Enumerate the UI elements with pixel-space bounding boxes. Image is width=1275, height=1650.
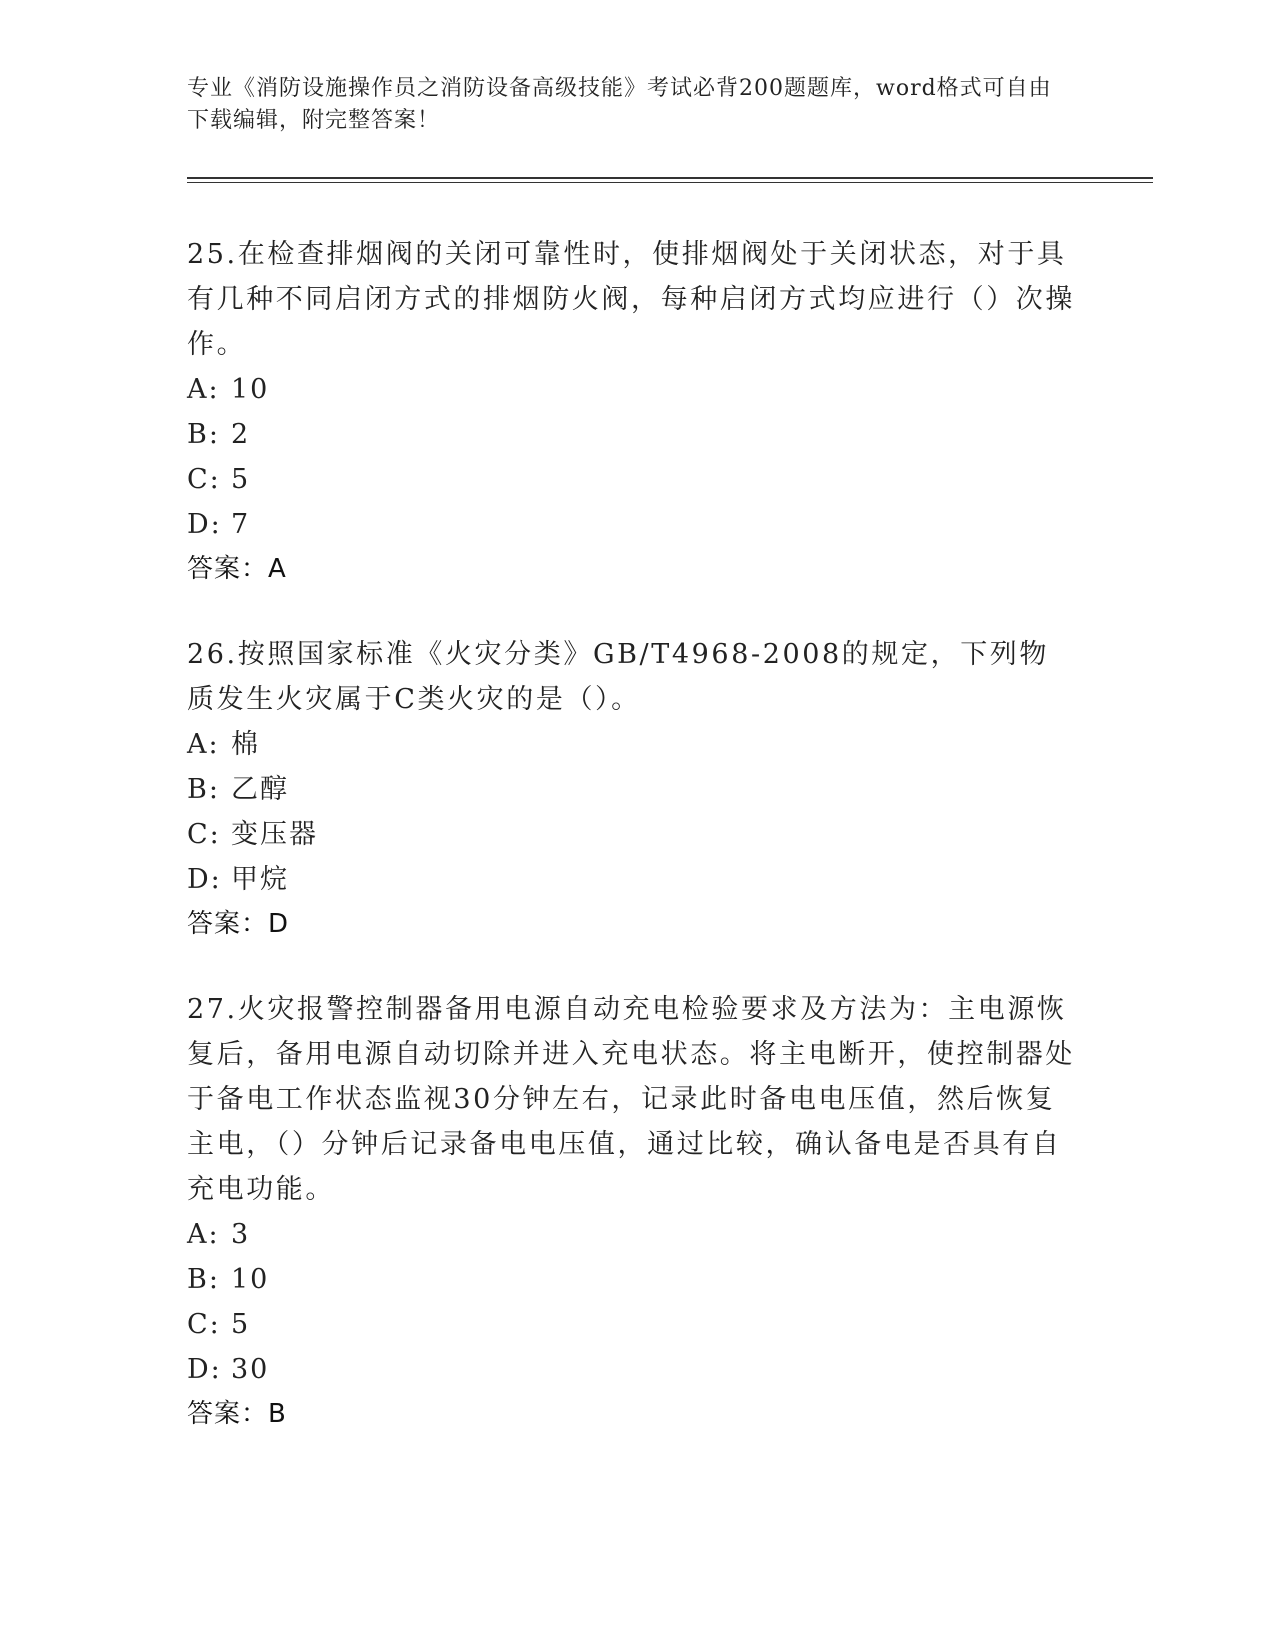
option-c [187, 457, 1077, 502]
option-d [187, 857, 1077, 902]
option-text: 5 [231, 464, 251, 495]
question-stem: 27.火灾报警控制器备用电源自动充电检验要求及方法为：主电源恢复后，备用电源自动切除并进入充电状态。将主电断开，使控制器处于备电工作状态监视30分钟左右，记录此时备电电压值，然后恢复主电，（）分钟后记录备电电压值，通过比较，确认备电是否具有自充电功能。 [187, 994, 1075, 1205]
option-text: 2 [231, 419, 251, 450]
option-b [187, 1257, 1077, 1302]
option-c [187, 1302, 1077, 1347]
option-letter: C: [187, 819, 221, 850]
option-text: 30 [231, 1354, 270, 1385]
option-letter: D: [187, 509, 222, 540]
option-c [187, 812, 1077, 857]
option-letter: B: [187, 1264, 220, 1295]
option-letter: C: [187, 1309, 221, 1340]
option-letter: B: [187, 419, 220, 450]
option-text: 变压器 [231, 819, 318, 850]
option-letter: A: [187, 729, 220, 760]
option-a [187, 1212, 1077, 1257]
option-text: 10 [231, 1264, 270, 1295]
option-d [187, 502, 1077, 547]
option-letter: A: [187, 1219, 220, 1250]
option-text: 棉 [231, 729, 260, 760]
option-text: 5 [231, 1309, 251, 1340]
header-divider-thick [187, 177, 1153, 179]
option-letter: C: [187, 464, 221, 495]
answer-line: 答案：B [187, 1399, 287, 1429]
question-stem: 26.按照国家标准《火灾分类》GB/T4968-2008的规定，下列物质发生火灾属于C类火灾的是（）。 [187, 639, 1050, 715]
option-text: 7 [231, 509, 251, 540]
answer-line: 答案：A [187, 554, 287, 584]
question-stem: 25.在检查排烟阀的关闭可靠性时，使排烟阀处于关闭状态，对于具有几种不同启闭方式的排烟防火阀，每种启闭方式均应进行（）次操作。 [187, 239, 1075, 360]
option-text: 甲烷 [231, 864, 289, 895]
option-text: 3 [231, 1219, 251, 1250]
question-27 [187, 987, 1077, 1437]
document-header: 专业《消防设施操作员之消防设备高级技能》考试必背200题题库，word格式可自由下载编辑，附完整答案！ [187, 76, 1052, 133]
question-26 [187, 632, 1077, 947]
option-b [187, 767, 1077, 812]
option-text: 乙醇 [231, 774, 289, 805]
option-b [187, 412, 1077, 457]
option-letter: A: [187, 374, 220, 405]
option-d [187, 1347, 1077, 1392]
question-list [187, 232, 1077, 1477]
option-text: 10 [231, 374, 270, 405]
question-25 [187, 232, 1077, 592]
answer-line: 答案：D [187, 909, 290, 939]
option-a [187, 722, 1077, 767]
option-letter: D: [187, 1354, 222, 1385]
header-divider-thin [187, 182, 1153, 183]
option-letter: D: [187, 864, 222, 895]
option-letter: B: [187, 774, 220, 805]
option-a [187, 367, 1077, 412]
